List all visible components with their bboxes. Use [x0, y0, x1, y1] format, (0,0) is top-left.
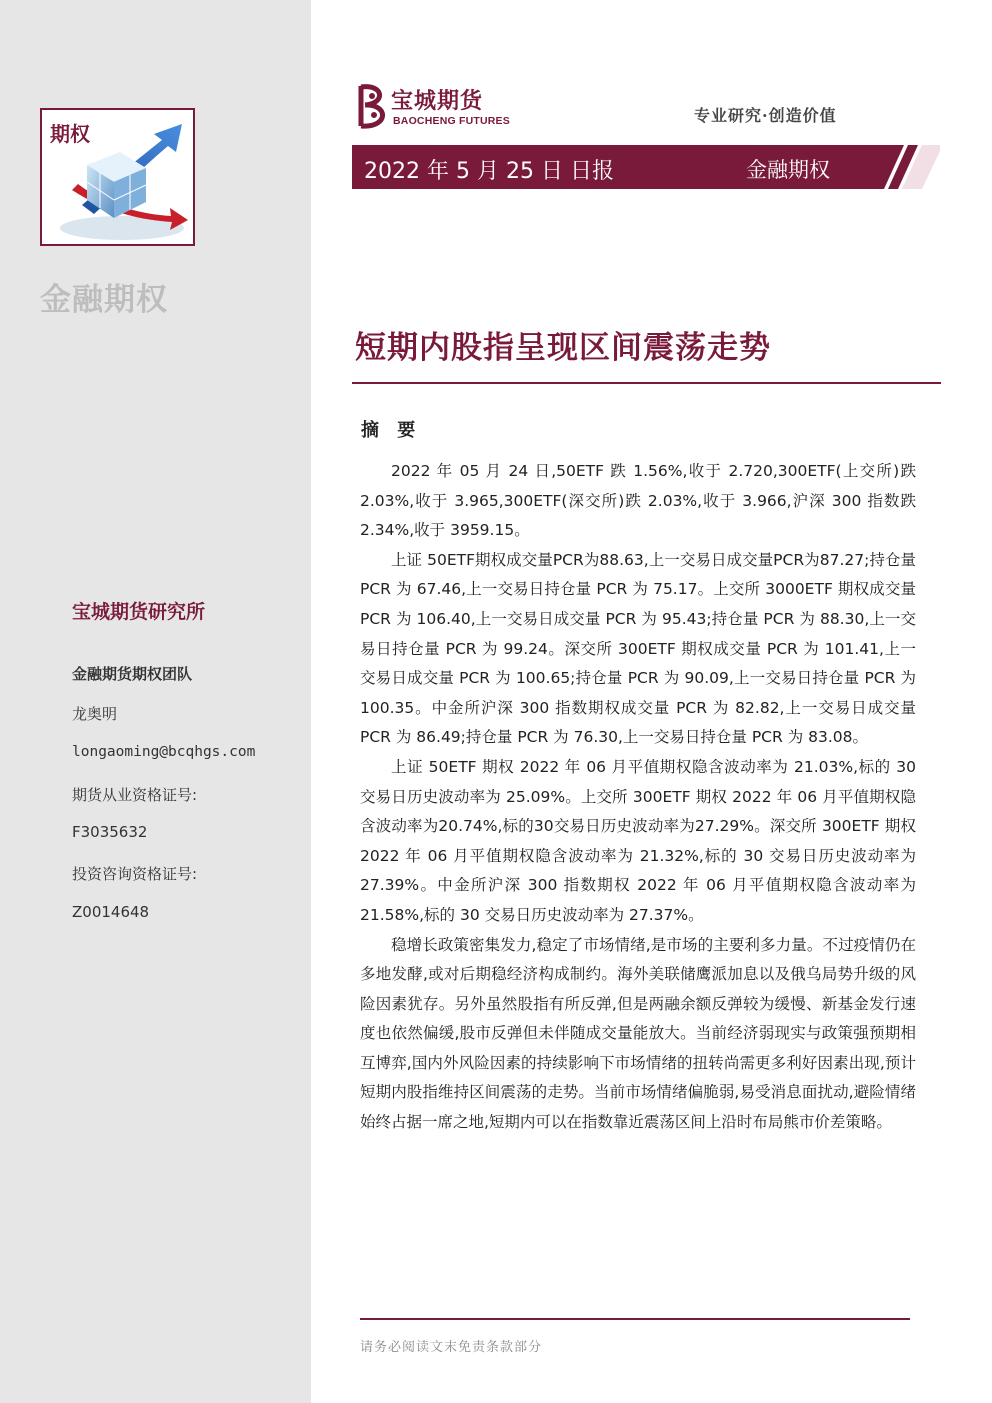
- consult-number: Z0014648: [72, 903, 150, 921]
- section-name: 金融期权: [40, 282, 168, 318]
- baocheng-logo-icon: [355, 82, 389, 130]
- institute-name: 宝城期货研究所: [72, 601, 206, 623]
- consult-label: 投资咨询资格证号:: [72, 865, 198, 883]
- report-title: 短期内股指呈现区间震荡走势: [355, 330, 771, 366]
- date-banner: [352, 145, 940, 189]
- license-label: 期货从业资格证号:: [72, 786, 198, 804]
- disclaimer-note: 请务必阅读文末免责条款部分: [360, 1340, 543, 1355]
- logo-chinese-name: 宝城期货: [391, 88, 484, 114]
- report-date: 2022 年 5 月 25 日 日报: [364, 159, 614, 184]
- license-number: F3035632: [72, 823, 148, 841]
- title-divider: [352, 382, 941, 384]
- analyst-name: 龙奥明: [72, 705, 118, 723]
- paragraph-volatility: 上证 50ETF 期权 2022 年 06 月平值期权隐含波动率为 21.03%,标的 30 交易日历史波动率为 25.09%。上交所 300ETF 期权 2022 年 06 月平值期权隐含波动率为20.74%,标的30交易日历史波动率为27.29%。深交所 300ETF 期权 2022 年 06 月平值期权隐含波动率为 21.32%,标的 30 交易日历史波动率为 27.39%。中金所沪深 300 指数期权 2022 年 06 月平值期权隐含波动率为 21.58%,标的 30 交易日历史波动率为 27.37%。: [360, 757, 916, 924]
- analyst-email[interactable]: longaoming@bcqhgs.com: [72, 744, 256, 760]
- paragraph-etf-prices: 2022 年 05 月 24 日,50ETF 跌 1.56%,收于 2.720,300ETF(上交所)跌 2.03%,收于 3.965,300ETF(深交所)跌 2.03%,收于 3.966,沪深 300 指数跌 2.34%,收于 3959.15。: [360, 462, 916, 540]
- slogan: 专业研究·创造价值: [694, 106, 837, 125]
- sidebar: [0, 0, 311, 1403]
- cover-image: [40, 108, 195, 246]
- paragraph-pcr: 上证 50ETF期权成交量PCR为88.63,上一交易日成交量PCR为87.27;持仓量 PCR 为 67.46,上一交易日持仓量 PCR 为 75.17。上交所 3000ETF 期权成交量 PCR 为 106.40,上一交易日成交量 PCR 为 95.43;持仓量 PCR 为 88.30,上一交易日持仓量 PCR 为 99.24。深交所 300ETF 期权成交量 PCR 为 101.41,上一交易日成交量 PCR 为 100.65;持仓量 PCR 为 90.09,上一交易日持仓量 PCR 为 100.35。中金所沪深 300 指数期权成交量 PCR 为 82.82,上一交易日成交量 PCR 为 86.49;持仓量 PCR 为 76.30,上一交易日持仓量 PCR 为 83.08。: [360, 550, 916, 747]
- report-category: 金融期权: [746, 158, 830, 182]
- paragraph-outlook: 稳增长政策密集发力,稳定了市场情绪,是市场的主要利多力量。不过疫情仍在多地发酵,或对后期稳经济构成制约。海外美联储鹰派加息以及俄乌局势升级的风险因素犹存。另外虽然股指有所反弹,但是两融余额反弹较为缓慢、新基金发行速度也依然偏缓,股市反弹但未伴随成交量能放大。当前经济弱现实与政策强预期相互博弈,国内外风险因素的持续影响下市场情绪的扭转尚需更多利好因素出现,预计短期内股指维持区间震荡的走势。当前市场情绪偏脆弱,易受消息面扰动,避险情绪始终占据一席之地,短期内可以在指数靠近震荡区间上沿时布局熊市价差策略。: [360, 935, 916, 1132]
- company-logo: [355, 82, 530, 132]
- logo-english-name: BAOCHENG FUTURES: [393, 115, 510, 127]
- footer-divider: [360, 1318, 910, 1320]
- abstract-body: [360, 457, 916, 1138]
- abstract-heading: 摘 要: [361, 420, 422, 441]
- cover-label: 期权: [50, 122, 90, 146]
- team-name: 金融期货期权团队: [72, 665, 193, 683]
